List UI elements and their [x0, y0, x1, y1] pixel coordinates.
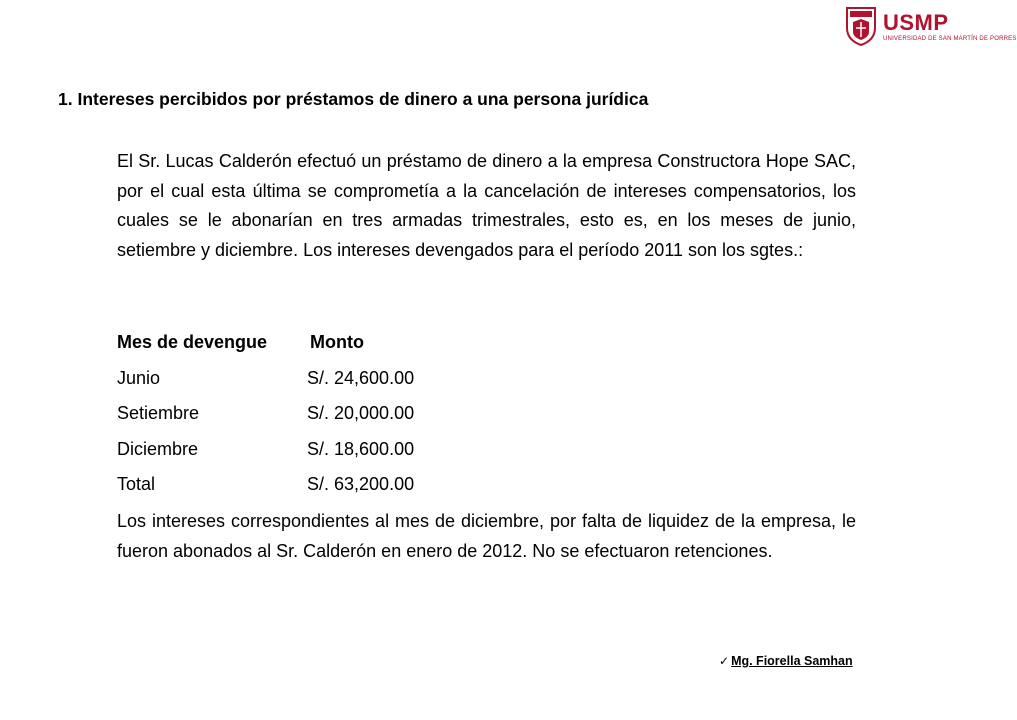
author-credit	[719, 654, 853, 668]
total-amount: S/. 63,200.00	[307, 474, 415, 494]
checkmark-icon: ✓	[719, 654, 730, 668]
usmp-logo	[845, 6, 1017, 50]
logo-name: USMP	[883, 10, 949, 35]
header-month: Mes de devengue	[117, 332, 268, 352]
intro-paragraph: El Sr. Lucas Calderón efectuó un préstamo de dinero a la empresa Constructora Hope SAC, por el cual esta última se comprometía a la cancelación de intereses compensatorios, los cuales se le abonarían en tres armadas trimestrales, esto es, en los meses de junio, setiembre y diciembre. Los intereses devengados para el período 2011 son los sgtes.:	[117, 151, 856, 260]
row-amount: S/. 18,600.00	[307, 438, 415, 459]
author-name: Mg. Fiorella Samhan	[731, 654, 853, 668]
section-heading: 1. Intereses percibidos por préstamos de dinero a una persona jurídica	[58, 89, 649, 109]
row-month: Junio	[117, 367, 161, 388]
logo-subtitle: UNIVERSIDAD DE SAN MARTÍN DE PORRES	[883, 36, 1017, 42]
header-amount: Monto	[310, 332, 364, 352]
total-label: Total	[117, 474, 156, 494]
row-month: Setiembre	[117, 403, 200, 423]
row-amount: S/. 24,600.00	[307, 367, 415, 388]
row-amount: S/. 20,000.00	[307, 403, 415, 423]
closing-paragraph: Los intereses correspondientes al mes de diciembre, por falta de liquidez de la empresa, le fueron abonados al Sr. Calderón en enero de 2012. No se efectuaron retenciones.	[117, 511, 856, 561]
row-month: Diciembre	[117, 438, 199, 459]
university-shield-icon	[845, 6, 877, 46]
